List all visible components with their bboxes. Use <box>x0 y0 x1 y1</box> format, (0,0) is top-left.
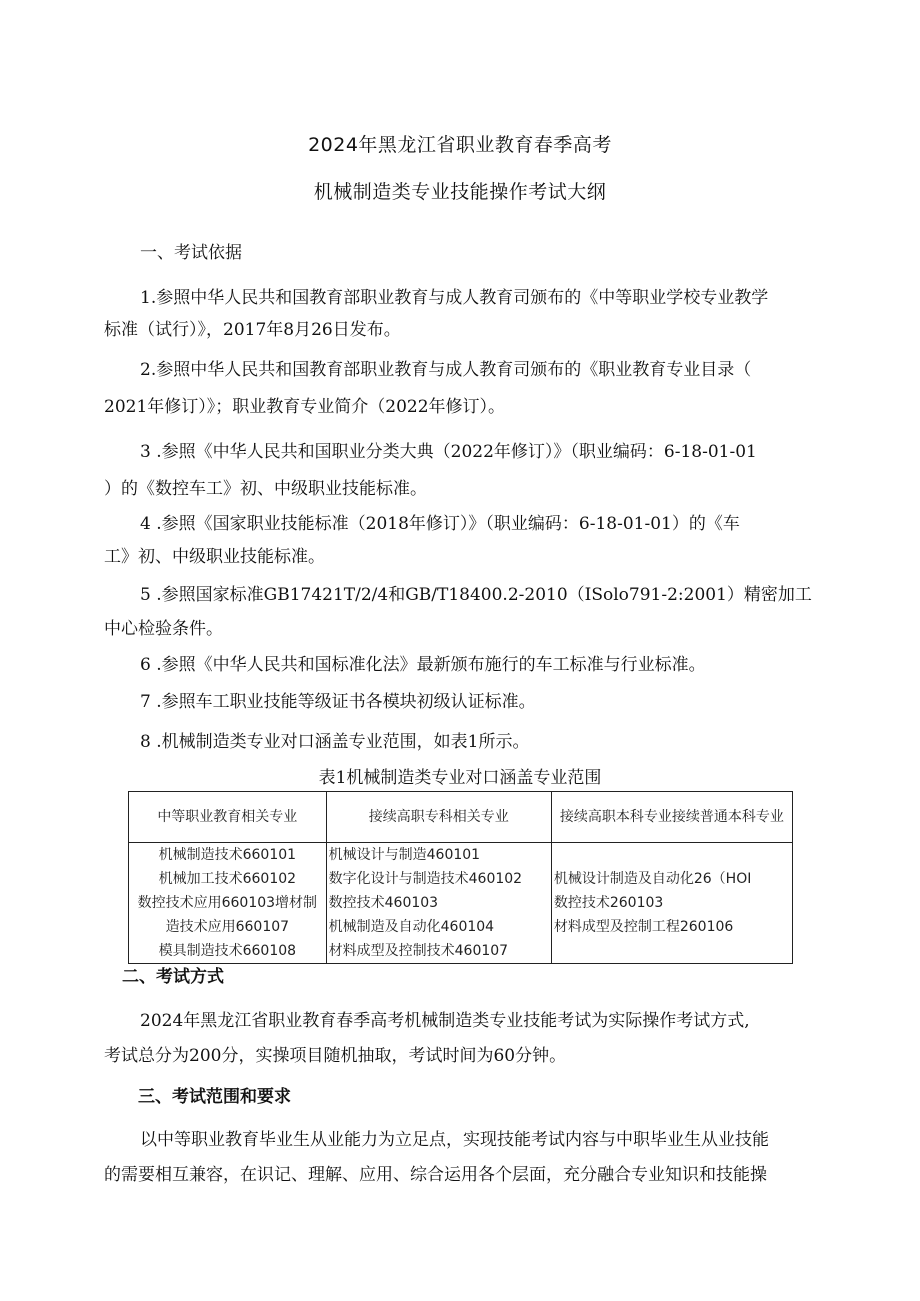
section-2-heading: 二、考试方式 <box>122 967 224 987</box>
table-cell: 模具制造技术660108 <box>158 943 297 959</box>
table-cell: 机械制造技术660101 <box>158 847 297 863</box>
secondary-specialties-cell <box>129 843 327 964</box>
section-2-paragraph-line-1: 2024年黑龙江省职业教育春季高考机械制造类专业技能考试为实际操作考试方式, <box>140 1011 750 1031</box>
table-cell: 数字化设计与制造技术460102 <box>328 871 523 887</box>
table-cell: 造技术应用660107 <box>165 919 290 935</box>
document-title-line-1: 2024年黑龙江省职业教育春季高考 <box>308 134 612 156</box>
section-3-paragraph-line-2: 的需要相互兼容，在识记、理解、应用、综合运用各个层面，充分融合专业知识和技能操 <box>104 1165 767 1185</box>
undergraduate-specialties-cell <box>551 843 792 964</box>
section-3-paragraph-line-1: 以中等职业教育毕业生从业能力为立足点，实现技能考试内容与中职毕业生从业技能 <box>140 1130 769 1150</box>
table-cell: 机械设计制造及自动化26（HOI <box>553 871 752 887</box>
table-header-undergraduate: 接续高职本科专业接续普通本科专业 <box>551 792 792 843</box>
table-cell: 机械加工技术660102 <box>158 871 297 887</box>
table-cell: 机械设计与制造460101 <box>328 847 481 863</box>
document-title-line-2: 机械制造类专业技能操作考试大纲 <box>313 181 607 203</box>
basis-item-6: 6 .参照《中华人民共和国标准化法》最新颁布施行的车工标准与行业标准。 <box>140 655 706 675</box>
table-header-secondary: 中等职业教育相关专业 <box>129 792 327 843</box>
basis-item-2-line-2: 2021年修订）》；职业教育专业简介（2022年修订）。 <box>104 397 506 417</box>
table-caption: 表1机械制造类专业对口涵盖专业范围 <box>318 768 602 788</box>
basis-item-5-line-1: 5 .参照国家标准GB17421T/2/4和GB/T18400.2-2010（ISolo791-2:2001）精密加工 <box>140 585 812 605</box>
section-3-heading: 三、考试范围和要求 <box>138 1087 291 1107</box>
vocational-college-specialties-cell <box>326 843 551 964</box>
basis-item-8: 8 .机械制造类专业对口涵盖专业范围，如表1所示。 <box>140 732 530 752</box>
table-cell: 数控技术应用660103增材制 <box>137 895 318 911</box>
section-1-heading: 一、考试依据 <box>140 243 242 263</box>
table-cell: 数控技术460103 <box>328 895 439 911</box>
specialty-table <box>128 791 793 964</box>
table-header-row <box>129 792 793 843</box>
table-header-vocational-college: 接续高职专科相关专业 <box>326 792 551 843</box>
basis-item-1-line-1: 1.参照中华人民共和国教育部职业教育与成人教育司颁布的《中等职业学校专业教学 <box>140 288 769 308</box>
table-cell: 数控技术260103 <box>553 895 664 911</box>
basis-item-3-line-2: ）的《数控车工》初、中级职业技能标准。 <box>104 479 427 499</box>
basis-item-4-line-2: 工》初、中级职业技能标准。 <box>104 547 325 567</box>
table-cell: 材料成型及控制工程260106 <box>553 919 734 935</box>
table-cell: 材料成型及控制技术460107 <box>328 943 509 959</box>
basis-item-1-line-2: 标准（试行）》，2017年8月26日发布。 <box>104 320 401 340</box>
basis-item-2-line-1: 2.参照中华人民共和国教育部职业教育与成人教育司颁布的《职业教育专业目录（ <box>140 360 752 380</box>
basis-item-5-line-2: 中心检验条件。 <box>104 619 223 639</box>
basis-item-4-line-1: 4 .参照《国家职业技能标准（2018年修订）》（职业编码：6-18-01-01）的《车 <box>140 514 740 534</box>
table-row <box>129 843 793 964</box>
section-2-paragraph-line-2: 考试总分为200分，实操项目随机抽取，考试时间为60分钟。 <box>104 1046 567 1066</box>
basis-item-7: 7 .参照车工职业技能等级证书各模块初级认证标准。 <box>140 692 536 712</box>
table-cell: 机械制造及自动化460104 <box>328 919 495 935</box>
basis-item-3-line-1: 3 .参照《中华人民共和国职业分类大典（2022年修订）》（职业编码：6-18-01-01 <box>140 442 757 462</box>
